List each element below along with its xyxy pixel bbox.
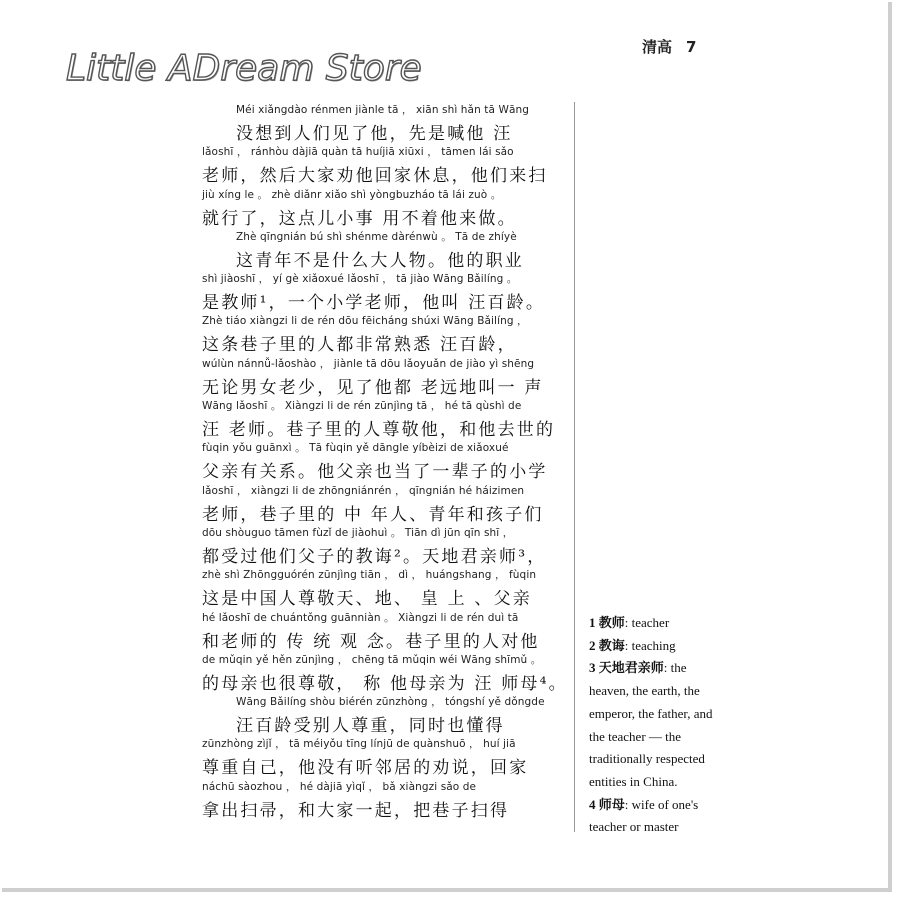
text-line <box>202 652 568 694</box>
hanzi-line: 的母亲也很尊敬， 称 他母亲为 汪 师母⁴。 <box>202 673 568 694</box>
vocab-definition: : teaching <box>624 637 676 653</box>
pinyin-line: dōu shòuguo tāmen fùzǐ de jiàohuì 。 Tiān dì jūn qīn shī ， <box>202 526 514 539</box>
text-line <box>202 483 564 525</box>
hanzi-line: 这是中国人尊敬天、地、 皇 上 、父亲 <box>202 589 533 610</box>
column-divider <box>574 102 575 832</box>
vocabulary-notes <box>589 612 729 839</box>
chapter-title: 清高 <box>642 38 673 56</box>
hanzi-line: 老师，巷子里的 中 年人、青年和孩子们 <box>202 504 544 525</box>
vocab-definition: : teacher <box>624 615 670 630</box>
page-header <box>642 36 696 57</box>
hanzi-line: 拿出扫帚，和大家一起，把巷子扫得 <box>202 800 510 821</box>
pinyin-line: Wāng lǎoshī 。 Xiàngzi li de rén zūnjìng tā ， hé tā qùshì de <box>202 400 522 413</box>
vocab-note <box>589 794 729 839</box>
vocab-note <box>589 612 729 635</box>
pinyin-line: shì jiàoshī ， yí gè xiǎoxué lǎoshī ， tā jiào Wāng Bǎilíng 。 <box>202 273 518 286</box>
hanzi-line: 就行了，这点儿小事 用不着他来做。 <box>202 208 517 229</box>
text-line <box>202 610 564 652</box>
hanzi-line: 这条巷子里的人都非常熟悉 汪百龄， <box>202 335 517 356</box>
hanzi-line: 父亲有关系。他父亲也当了一辈子的小学 <box>202 462 548 483</box>
vocab-term: 3 天地君亲师 <box>589 660 664 676</box>
text-line <box>202 525 564 567</box>
text-line <box>202 779 564 821</box>
hanzi-line: 这青年不是什么大人物。他的职业 <box>236 250 524 271</box>
pinyin-line: zūnzhòng zìjǐ ， tā méiyǒu tīng línjū de quànshuō ， huí jiā <box>202 738 516 751</box>
hanzi-line: 和老师的 传 统 观 念。巷子里的人对他 <box>202 631 540 652</box>
text-line <box>202 102 564 144</box>
store-watermark: Little ADream Store <box>66 48 422 89</box>
book-page <box>2 2 892 892</box>
page-number: 7 <box>686 38 697 56</box>
pinyin-line: Zhè qīngnián bú shì shénme dàrénwù 。 Tā de zhíyè <box>236 230 517 243</box>
vocab-note <box>589 657 729 793</box>
text-line <box>202 313 564 355</box>
hanzi-line: 是教师¹，一个小学老师，他叫 汪百龄。 <box>202 293 546 314</box>
hanzi-line: 老师，然后大家劝他回家休息，他们来扫 <box>202 166 548 187</box>
vocab-definition: : wife of one's teacher or master <box>589 796 699 835</box>
hanzi-line: 没想到人们见了他，先是喊他 汪 <box>236 124 513 144</box>
hanzi-line: 无论男女老少，见了他都 老远地叫一 声 <box>202 377 544 398</box>
text-line <box>202 271 564 313</box>
text-line <box>202 356 564 398</box>
pinyin-line: lǎoshī ， xiàngzi li de zhōngniánrén ， qīngnián hé háizimen <box>202 484 525 497</box>
text-line <box>202 736 564 778</box>
vocab-term: 2 教诲 <box>589 637 625 653</box>
vocab-term: 1 教师 <box>589 615 625 630</box>
pinyin-line: fùqin yǒu guānxì 。 Tā fùqin yě dāngle yíbèizi de xiǎoxué <box>202 442 509 455</box>
text-line <box>202 567 564 609</box>
pinyin-line: jiù xíng le 。 zhè diǎnr xiǎo shì yòngbuzháo tā lái zuò 。 <box>202 188 502 201</box>
pinyin-line: Zhè tiáo xiàngzi li de rén dōu fēicháng shúxi Wāng Bǎilíng ， <box>202 315 528 328</box>
reading-text <box>202 102 568 821</box>
hanzi-line: 尊重自己，他没有听邻居的劝说，回家 <box>202 758 529 779</box>
pinyin-line: lǎoshī ， ránhòu dàjiā quàn tā huíjiā xiūxi ， tāmen lái sǎo <box>202 146 514 159</box>
vocab-definition: : the heaven, the earth, the emperor, the father, and the teacher — the traditionally respected entities in China. <box>589 660 713 789</box>
text-line <box>202 229 564 271</box>
hanzi-line: 都受过他们父子的教诲²。天地君亲师³， <box>202 546 547 567</box>
pinyin-line: de mǔqin yě hěn zūnjìng ， chēng tā mǔqin wéi Wāng shīmǔ 。 <box>202 653 542 666</box>
vocab-note <box>589 635 729 658</box>
pinyin-line: zhè shì Zhōngguórén zūnjìng tiān ， dì ， huángshang ， fùqin <box>202 569 537 582</box>
pinyin-line: Wāng Bǎilíng shòu biérén zūnzhòng ， tóngshí yě dǒngde <box>236 696 545 709</box>
text-line <box>202 440 564 482</box>
pinyin-line: hé lǎoshī de chuántǒng guānniàn 。 Xiàngzi li de rén duì tā <box>202 611 519 624</box>
text-line <box>202 694 564 736</box>
pinyin-line: Méi xiǎngdào rénmen jiànle tā ， xiān shì hǎn tā Wāng <box>236 104 530 116</box>
vocab-term: 4 师母 <box>589 796 625 812</box>
pinyin-line: wúlùn nánnǚ-lǎoshào ， jiànle tā dōu lǎoyuǎn de jiào yì shēng <box>202 357 535 370</box>
pinyin-line: náchū sàozhou ， hé dàjiā yìqǐ ， bǎ xiàngzi sǎo de <box>202 780 477 793</box>
text-line <box>202 187 564 229</box>
hanzi-line: 汪 老师。巷子里的人尊敬他，和他去世的 <box>202 420 556 441</box>
text-line <box>202 144 564 186</box>
text-line <box>202 398 564 440</box>
hanzi-line: 汪百龄受别人尊重，同时也懂得 <box>236 716 505 737</box>
